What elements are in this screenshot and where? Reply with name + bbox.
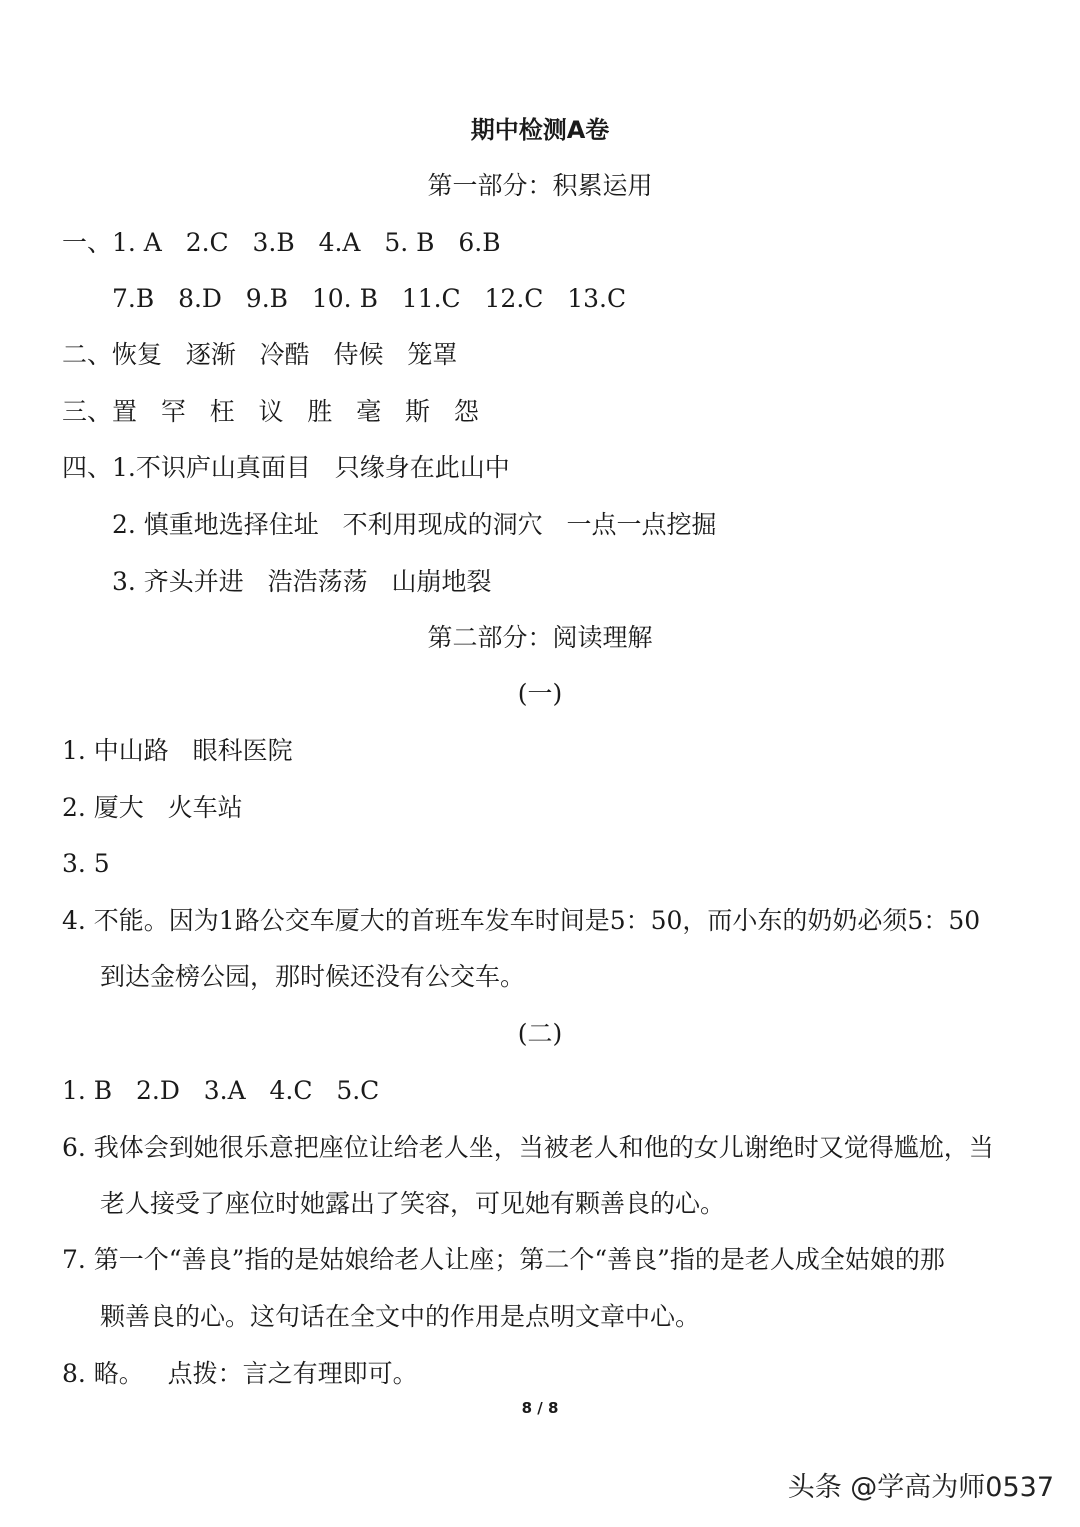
q3-answers: 三、置 罕 枉 议 胜 毫 斯 怨 [62,397,479,426]
page-title: 期中检测A卷 [470,116,610,144]
s1-answer-2: 2. 厦大 火车站 [62,793,243,822]
q2-answers: 二、恢复 逐渐 冷酷 侍候 笼罩 [62,340,458,369]
q4-answer-2: 2. 慎重地选择住址 不利用现成的洞穴 一点一点挖掘 [112,510,717,539]
s2-answer-7-line1: 7. 第一个“善良”指的是姑娘给老人让座；第二个“善良”指的是老人成全姑娘的那 [62,1245,945,1274]
page-number: 8 / 8 [521,1399,559,1417]
s2-answer-7-line2: 颗善良的心。这句话在全文中的作用是点明文章中心。 [100,1302,701,1331]
section2-heading: (二) [517,1019,563,1048]
s1-answer-3: 3. 5 [62,849,110,878]
part2-heading: 第二部分：阅读理解 [427,623,653,652]
q4-answer-1: 四、1.不识庐山真面目 只缘身在此山中 [62,453,510,482]
watermark: 头条 @学高为师0537 [787,1472,1054,1503]
s2-answer-8: 8. 略。 点拨：言之有理即可。 [62,1359,418,1388]
s2-answer-6-line2: 老人接受了座位时她露出了笑容，可见她有颗善良的心。 [100,1189,726,1218]
q1-answers-row1: 一、1. A 2.C 3.B 4.A 5. B 6.B [62,228,501,257]
s2-answer-6-line1: 6. 我体会到她很乐意把座位让给老人坐，当被老人和他的女儿谢绝时又觉得尴尬，当 [62,1133,994,1162]
s1-answer-4-line2: 到达金榜公园，那时候还没有公交车。 [100,962,526,991]
s2-answers-1-5: 1. B 2.D 3.A 4.C 5.C [62,1076,380,1105]
s1-answer-4-line1: 4. 不能。因为1路公交车厦大的首班车发车时间是5：50，而小东的奶奶必须5：50 [62,906,981,935]
section1-heading: (一) [517,679,563,708]
part1-heading: 第一部分：积累运用 [427,171,653,200]
s1-answer-1: 1. 中山路 眼科医院 [62,736,293,765]
q4-answer-3: 3. 齐头并进 浩浩荡荡 山崩地裂 [112,567,492,596]
q1-answers-row2: 7.B 8.D 9.B 10. B 11.C 12.C 13.C [112,284,627,313]
